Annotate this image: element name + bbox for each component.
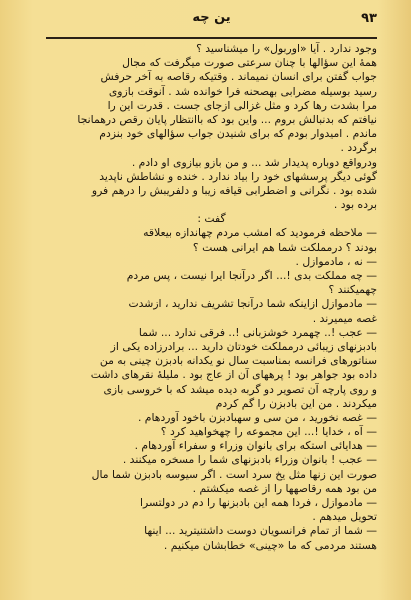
dialogue-line: — شما از تمام فرانسویان دوست داشتنیترید ... اینها (144, 524, 377, 538)
dialogue-line: بودند ؟ درمملکت شما هم ایرانی هست ؟ (192, 240, 377, 254)
text-line: شده بود . نگرانی و اضطرابی قیافه زیبا و دلفریبش را درهم فرو (91, 183, 377, 197)
dialogue-line: چهمیکنند ؟ (328, 283, 377, 297)
dialogue-line: — مادموازل ، فردا همه این بادبزنها را دم در دولتسرا (140, 496, 377, 509)
dialogue-line: و روی پارچه آن تصویر دو گربه دیده میشد که با خروسی بازی (103, 382, 377, 396)
dialogue-line: من بود همه رقاصهها را از غصه میکشتم . (192, 481, 377, 495)
dialogue-line: میکردند . من این بادبزن را گم کردم (215, 396, 377, 410)
page-header (46, 8, 377, 32)
text-line: رسید بوسیله مضرابی بهصحنه فرا خوانده شد . آنوقت بازوی (108, 84, 377, 98)
text-line: ودرواقع دوباره پدیدار شد ... و من بازو بیازوی او دادم . (131, 155, 377, 169)
dialogue-line: داده بود جواهر بود ! پرههای آن از عاج بود . ملیلهٔ نقرهای داشت (90, 368, 377, 382)
header-rule (46, 37, 377, 39)
text-line: ماندم . امیدوار بودم که برای شنیدن جواب سؤالهای خود بنزدم (99, 127, 377, 141)
text-line: برگردد . (340, 141, 377, 155)
dialogue-line: غصه میمیرند . (312, 311, 377, 325)
dialogue-line: — چه مملکت بدی !... اگر درآنجا ایرا نیست ، پس مردم (126, 269, 377, 282)
text-line: مرا بشدت رها کرد و مثل غزالی ازجای جست . قدرت این را (107, 98, 377, 112)
dialogue-line: بادبزنهای زیبائی درمملکت خودتان دارید ... برادرزاده یکی از (110, 339, 377, 353)
dialogue-line: تحویل میدهم . (312, 510, 377, 524)
text-line: جواب گفتن برای انسان نمیماند . وقتیکه رقاصه به آخر حرفش (100, 70, 377, 84)
dialogue-line: — عجب ! بانوان وزراء بادبزنهای شما را مسخره میکنند . (122, 453, 377, 467)
dialogue-line: — آه ، خدایا !... این مجموعه را چهخواهید کرد ؟ (160, 425, 377, 439)
dialogue-line: — غصه نخورید ، من سی و سهبادبزن باخود آوردهام . (137, 410, 377, 424)
dialogue-line: سناتورهای فرانسه بمناسبت سال نو یکدانه بادبزن چینی به من (99, 354, 377, 368)
text-line: برده بود . (333, 198, 377, 212)
dialogue-line: — عجب !.. چهمرد خوشزبانی !.. فرقی ندارد ... شما (138, 325, 377, 339)
dialogue-line: هستند مردمی که ما «چینی» خطابشان میکنیم . (163, 538, 377, 552)
text-line: وجود ندارد . آیا «اوربول» را میشناسید ؟ (196, 42, 377, 55)
dialogue-line: — هدایائی استکه برای بانوان وزراء و سفراء آوردهام . (134, 439, 377, 453)
text-line: نیافتم که بدنبالش بروم ... واین بود که باانتظار پایان رقص درهمانجا (77, 112, 377, 126)
dialogue-line: صورت این زنها مثل یخ سرد است . اگر سیوسه بادبزن شما مال (91, 467, 377, 481)
dialogue-line: — نه ، مادموازل . (295, 254, 377, 268)
dialogue-line: — مادموازل ازاینکه شما درآنجا تشریف ندارید ، ازشدت (128, 297, 377, 311)
text-line: همهٔ این سؤالها با چنان سرعتی صورت میگرفت که مجال (122, 56, 377, 70)
dialogue-line: — ملاحظه فرمودید که امشب مردم چهاندازه بیعلاقه (143, 226, 377, 240)
dialogue-heading: گفت : (197, 212, 226, 226)
text-line: گوئی دیگر پرسشهای خود را بیاد ندارد . خنده و نشاطش ناپدید (99, 169, 377, 183)
running-title: ین چه (192, 10, 231, 25)
body-text (46, 42, 377, 590)
page-number: ۹۳ (361, 11, 377, 26)
